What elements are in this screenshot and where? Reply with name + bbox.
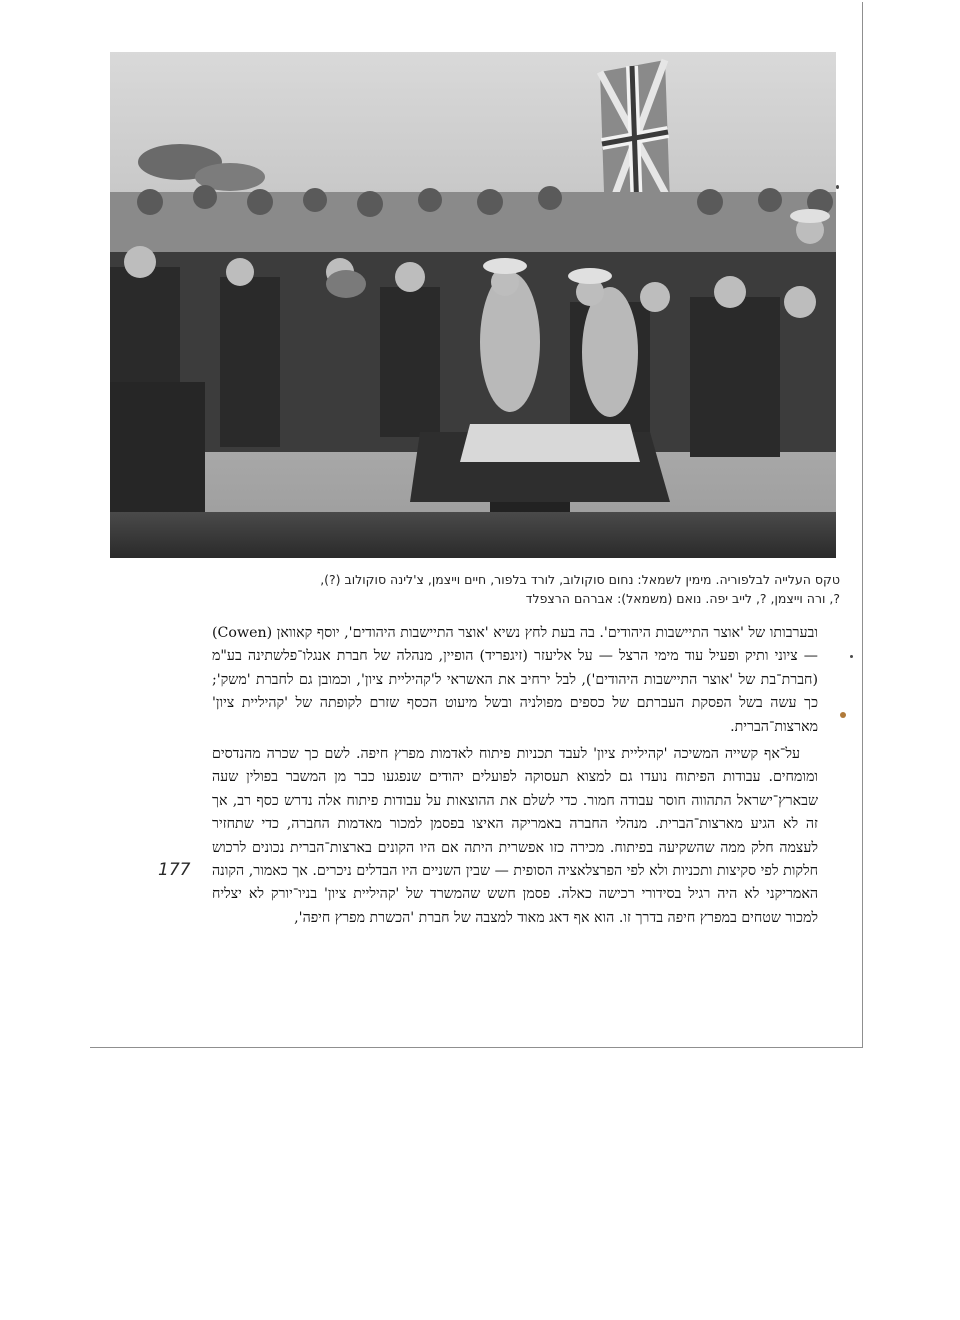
caption-line-1: טקס העלייה לבלפוריה. מימין לשמאל: נחום סוקולוב, לורד בלפור, חיים וייצמן, צ'לינה סוקולוב (?), — [320, 572, 840, 587]
historical-photograph — [110, 52, 836, 558]
photograph-icon — [110, 52, 836, 558]
body-paragraph-2: על־אף קשייה המשיכה 'קהיליית ציון' לעבד תכניות פיתוח לאדמות מפרץ חיפה. לשם כך שכרה מהנדסים ומומחים. עבודות הפיתוח נועדו גם למצוא תעסוקה לפועלים יהודים שנפגעו כבר מן המשבר בפולין שעה שבארץ־ישראל התהווה חוסר עבודה חמור. כדי לשלם את ההוצאות על עבודות פיתוח אלה נדרש כסף רב, אך זה לא הגיע מארצות־הברית. מנהלי החברה באמריקה האיצו בפסמן למכור מאדמות החברה, כדי שתחזיר לעצמה חלק ממה שהשקיעה בפיתוח. מכירה כזו אפשרית היתה אם היו הקונים בארצות־הברית נכונים לרכוש חלקות לפי סקיצות ותכניות ולא לפי הפרצלאציה הסופית — שבין השניים היו הבדלים ניכרים. אך כאמור, הקונה האמריקני לא היה רגיל בסידורי רכישה כאלה. פסמן חשש שהמשרד של 'קהיליית ציון' בניו־יורק לא יצליח למכור שטחים במפרץ חיפה בדרך זו. הוא אף דאג מאוד למצבה של חברת 'הכשרת מפרץ חיפה', — [212, 746, 818, 926]
scan-speck — [850, 655, 853, 658]
page-number: 177 — [158, 860, 191, 880]
scan-speck — [836, 185, 839, 189]
scan-speck — [840, 712, 846, 718]
photo-caption — [180, 570, 840, 608]
caption-line-2: ?, ורה וייצמן, ?, לייב יפה. נואם (משמאל): אברהם הרצפלד — [525, 591, 840, 606]
body-paragraph-1: ובערבותו של 'אוצר התיישבות היהודים'. בה בעת לחץ נשיא 'אוצר התיישבות היהודים', יוסף קאוואן (Cowen) — ציוני ותיק ופעיל עוד מימי הרצל — על אליעזר (זיגפריד) הופיין, מנהלה של חברת אנגלו־פלשתינה בע"מ (חברת־בת של 'אוצר התיישבות היהודים'), לבל ירחיב את האשראי ל'קהיליית ציון', וכמובן גם לחברת 'משק'; כך עשה בשל הפסקת העברתם של כספים מפולניה ובשל מיעוט הכסף שזרם לקופתה של 'קהיליית ציון' מארצות־הברית. — [212, 625, 818, 735]
body-text — [212, 622, 818, 934]
